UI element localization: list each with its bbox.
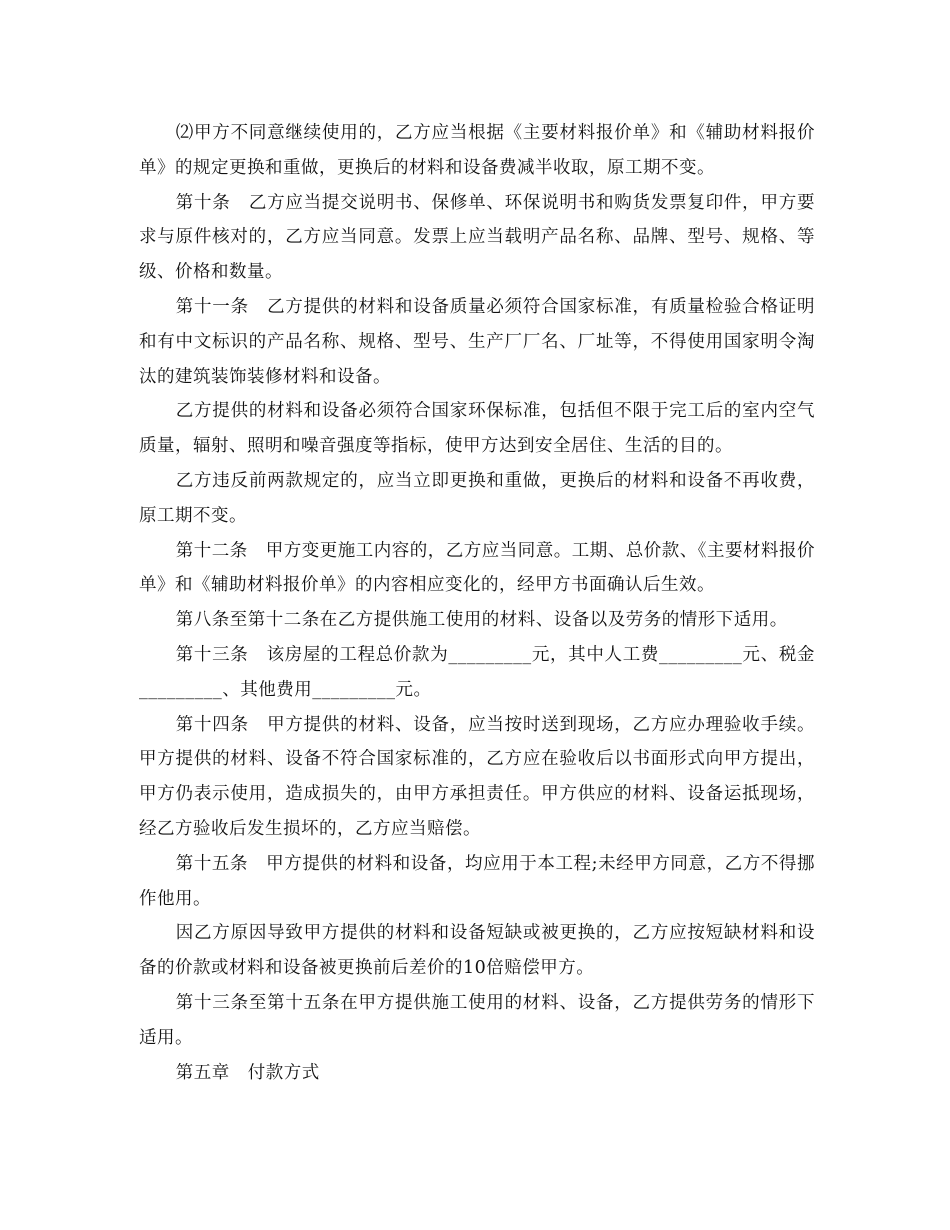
paragraph-shortage-compensation: 因乙方原因导致甲方提供的材料和设备短缺或被更换的，乙方应按短缺材料和设备的价款或材料和设备被更换前后差价的10倍赔偿甲方。	[139, 923, 815, 979]
paragraph-violation-remedy: 乙方违反前两款规定的，应当立即更换和重做，更换后的材料和设备不再收费，原工期不变。	[139, 470, 815, 526]
document-body	[139, 116, 815, 1090]
paragraph-applicability-13-15: 第十三条至第十五条在甲方提供施工使用的材料、设备，乙方提供劳务的情形下适用。	[139, 992, 815, 1048]
paragraph-article-13: 第十三条 该房屋的工程总价款为_________元，其中人工费_________元、税金_________、其他费用_________元。	[139, 644, 815, 700]
paragraph-item-2-clause: ⑵甲方不同意继续使用的，乙方应当根据《主要材料报价单》和《辅助材料报价单》的规定更换和重做，更换后的材料和设备费减半收取，原工期不变。	[139, 123, 815, 178]
paragraph-applicability-8-12: 第八条至第十二条在乙方提供施工使用的材料、设备以及劳务的情形下适用。	[175, 610, 788, 631]
chapter-heading-payment: 第五章 付款方式	[175, 1062, 320, 1083]
paragraph-article-10: 第十条 乙方应当提交说明书、保修单、环保说明书和购货发票复印件，甲方要求与原件核对的，乙方应当同意。发票上应当载明产品名称、品牌、型号、规格、等级、价格和数量。	[139, 192, 815, 283]
paragraph-article-15: 第十五条 甲方提供的材料和设备，均应用于本工程;未经甲方同意，乙方不得挪作他用。	[139, 853, 815, 909]
paragraph-article-14: 第十四条 甲方提供的材料、设备，应当按时送到现场，乙方应办理验收手续。甲方提供的材料、设备不符合国家标准的，乙方应在验收后以书面形式向甲方提出，甲方仍表示使用，造成损失的，由甲方承担责任。甲方供应的材料、设备运抵现场，经乙方验收后发生损坏的，乙方应当赔偿。	[139, 714, 815, 839]
paragraph-environmental-standard: 乙方提供的材料和设备必须符合国家环保标准，包括但不限于完工后的室内空气质量，辐射、照明和噪音强度等指标，使甲方达到安全居住、生活的目的。	[139, 401, 815, 457]
paragraph-article-12: 第十二条 甲方变更施工内容的，乙方应当同意。工期、总价款、《主要材料报价单》和《辅助材料报价单》的内容相应变化的，经甲方书面确认后生效。	[139, 540, 815, 596]
paragraph-article-11: 第十一条 乙方提供的材料和设备质量必须符合国家标准，有质量检验合格证明和有中文标识的产品名称、规格、型号、生产厂厂名、厂址等，不得使用国家明令淘汰的建筑装饰装修材料和设备。	[139, 296, 815, 387]
